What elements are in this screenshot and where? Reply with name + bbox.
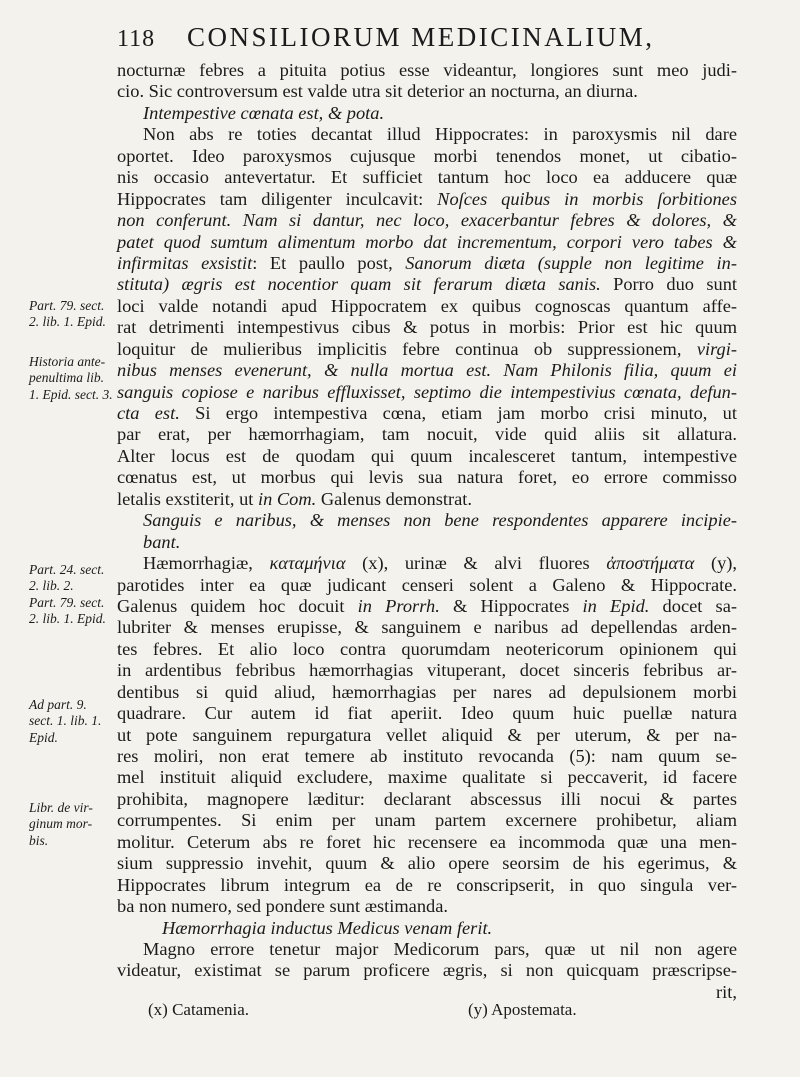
text-segment: & Hippocrates: [439, 595, 583, 616]
text-segment: stituta) ægris est nocentior quam sit ferarum diæta sanis.: [117, 274, 601, 295]
margin-note: [29, 697, 117, 747]
text-segment: Galenus demonstrat.: [316, 488, 472, 509]
text-segment: ba non numero, sed pondere sunt æstimanda.: [117, 896, 448, 917]
text-segment: Non abs re toties decantat illud Hippocrates: in paroxysmis nil dare: [143, 124, 737, 145]
text-segment: Intempestive cœnata est, & pota.: [143, 102, 385, 123]
margin-note-line: Epid.: [29, 729, 58, 745]
text-segment: prohibita, magnopere læditur: declarant abscessus illi nocui & partes: [117, 788, 737, 809]
text-segment: res moliri, non erat temere ab instituto revocanda (5): nam quum se-: [117, 746, 737, 766]
text-segment: Sanorum diæta (supple non legitime in-: [405, 252, 737, 273]
text-line: [117, 274, 737, 295]
text-line: [117, 875, 737, 896]
text-line: [117, 853, 737, 874]
text-line: [117, 403, 737, 424]
text-line: [117, 296, 737, 317]
margin-note-line: Libr. de vir-: [29, 799, 93, 815]
text-segment: Porro duo sunt: [600, 274, 738, 295]
text-segment: καταμήνια: [269, 553, 346, 574]
text-segment: loquitur de mulieribus implicitis febre continua ob suppressionem,: [117, 338, 697, 359]
text-segment: in ardentibus febribus hæmorrhagias vituperant, docet sinceris febribus ar-: [117, 660, 737, 681]
text-segment: molitur. Ceterum abs re foret hic recensere ea incommoda quæ una men-: [117, 831, 737, 852]
text-line: [117, 124, 737, 145]
text-segment: Magno errore tenetur major Medicorum pars, quæ ut nil non agere: [143, 938, 737, 959]
text-segment: Alter locus est de quodam qui quum incalesceret tantum, intempestive: [117, 445, 737, 466]
margin-note: [29, 800, 117, 850]
text-line: [117, 789, 737, 810]
text-line: [117, 832, 737, 853]
text-segment: ἀποστήματα: [606, 553, 695, 574]
margin-note: [29, 562, 117, 628]
main-text-column: [117, 60, 737, 1003]
margin-note-line: Part. 79. sect.: [29, 297, 105, 313]
text-line: [117, 317, 737, 338]
page-number: 118: [117, 26, 156, 52]
text-segment: (x), urinæ & alvi fluores: [345, 553, 607, 574]
margin-note-line: 1. Epid. sect. 3.: [29, 386, 113, 402]
text-line: [117, 103, 737, 124]
text-line: [117, 489, 737, 510]
text-segment: infirmitas exsistit: [117, 252, 253, 273]
text-line: [117, 146, 737, 167]
margin-note-line: Ad part. 9.: [29, 696, 87, 712]
text-segment: oportet. Ideo paroxysmos cujusque morbi tenendos monet, ut cibatio-: [117, 145, 737, 166]
margin-note-line: Part. 24. sect.: [29, 561, 105, 577]
text-line: [117, 660, 737, 681]
margin-note-line: penultima lib.: [29, 370, 104, 386]
text-segment: Noſces quibus in morbis ſorbitiones: [437, 188, 738, 209]
text-segment: mel instituit aliquid excludere, maxime qualitate si peccaverit, id facere: [117, 767, 737, 788]
text-line: [117, 725, 737, 746]
text-segment: Hippocrates librum integrum ea de re conscripserit, in quo singula ver-: [117, 874, 737, 895]
text-line: [117, 189, 737, 210]
margin-note-line: Historia ante-: [29, 353, 106, 369]
text-line: [117, 167, 737, 188]
text-line: [117, 553, 737, 574]
text-line: [117, 360, 737, 381]
text-line: [117, 960, 737, 981]
margin-note-line: sect. 1. lib. 1.: [29, 713, 102, 729]
text-line: [117, 60, 737, 81]
text-line: [117, 767, 737, 788]
text-segment: quadrare. Cur autem id fiat aperiit. Ideo quum huic puellæ natura: [117, 703, 737, 724]
text-segment: Sanguis e naribus, & menses non bene respondentes apparere incipie-: [143, 510, 737, 531]
text-line: [117, 939, 737, 960]
text-line: [117, 575, 737, 596]
text-segment: non conferunt. Nam si dantur, nec loco, exacerbantur febres & dolores, &: [117, 210, 737, 231]
text-segment: in Com.: [257, 488, 317, 509]
text-segment: patet quod sumtum alimentum morbo dat incrementum, corpori vero tabes &: [117, 231, 737, 252]
text-line: [117, 896, 737, 917]
text-segment: Hæmorrhagia inductus Medicus venam ferit.: [162, 917, 493, 938]
text-segment: videatur, existimat se parum proficere ægris, si non quicquam præscripse-: [117, 960, 737, 981]
text-line: [117, 210, 737, 231]
text-segment: nocturnæ febres a pituita potius esse videantur, longiores sunt meo judi-: [117, 60, 737, 80]
margin-note-line: Part. 79. sect.: [29, 594, 105, 610]
text-line: [117, 510, 737, 531]
text-segment: sium suppressio invehit, quum & alio opere seorsim de his egerimus, &: [117, 853, 737, 874]
text-segment: loci valde notandi apud Hippocratem ex quibus cognoscas quantum affe-: [117, 295, 737, 316]
margin-note-line: bis.: [29, 832, 49, 848]
text-line: [117, 639, 737, 660]
text-segment: : Et paullo post,: [252, 252, 406, 273]
text-line: [117, 682, 737, 703]
text-line: [117, 81, 737, 102]
text-segment: Galenus quidem hoc docuit: [117, 595, 358, 616]
text-segment: ut pote sanguinem repurgatura vellet aliquid & per uterum, & per na-: [117, 724, 737, 745]
text-segment: dentibus si quid aliud, hæmorrhagias per nares ad depulsionem morbi: [117, 681, 737, 702]
text-line: [117, 382, 737, 403]
text-line: [117, 232, 737, 253]
text-segment: docet sa-: [649, 595, 738, 616]
text-segment: nibus menses evenerunt, & nulla mortua est. Nam Philonis filia, quum ei: [117, 360, 737, 381]
text-line: [117, 596, 737, 617]
text-segment: rit,: [716, 981, 737, 1002]
text-segment: in Epid.: [582, 595, 650, 616]
text-line: [117, 703, 737, 724]
text-segment: cta est.: [117, 403, 180, 423]
text-line: [117, 253, 737, 274]
margin-note-line: 2. lib. 1. Epid.: [29, 314, 106, 330]
text-segment: in Prorrh.: [357, 595, 440, 616]
text-line: [117, 810, 737, 831]
text-segment: par erat, per hæmorrhagiam, tam nocuit, vide quid aliis sit allatura.: [117, 424, 737, 445]
text-segment: lubriter & menses erupisse, & sanguinem e naribus ad depellendas arden-: [117, 617, 737, 638]
text-segment: bant.: [143, 531, 181, 552]
text-line: [117, 746, 737, 767]
text-segment: cœnatus est, ut morbus qui levis sua natura foret, eo errore commisso: [117, 467, 737, 488]
margin-note-line: ginum mor-: [29, 816, 93, 832]
margin-note-line: 2. lib. 1. Epid.: [29, 611, 106, 627]
text-segment: sanguis copiose e naribus effluxisset, septimo die intempestivius cœnata, defun-: [117, 381, 737, 402]
text-segment: cio. Sic controversum est valde utra sit deterior an nocturna, an diurna.: [117, 81, 638, 102]
text-line: [117, 446, 737, 467]
margin-note: [29, 354, 117, 404]
text-segment: virgi-: [696, 338, 737, 359]
text-line: [117, 617, 737, 638]
text-line: [117, 532, 737, 553]
text-segment: rat detrimenti intempestivus cibus & potus in morbis: Prior est hic quum: [117, 317, 737, 338]
footnote-y: (y) Apostemata.: [468, 1000, 577, 1019]
text-line: [117, 467, 737, 488]
margin-note-line: 2. lib. 2.: [29, 578, 74, 594]
running-title: CONSILIORUM MEDICINALIUM,: [187, 22, 655, 52]
text-line: [117, 424, 737, 445]
text-segment: (y),: [694, 553, 737, 574]
text-line: [117, 339, 737, 360]
text-line: [117, 918, 737, 939]
text-segment: letalis exstiterit, ut: [117, 488, 258, 509]
text-segment: nis occasio antevertatur. Et sufficiet tantum hoc loco ea adducere quæ: [117, 167, 737, 188]
margin-note: [29, 298, 117, 331]
text-segment: tes febres. Et alio loco contra quorumdam neotericorum opinionem qui: [117, 638, 737, 659]
text-segment: corrumpentes. Si enim per unam partem excernere prohibetur, aliam: [117, 810, 737, 831]
footnote-x: (x) Catamenia.: [148, 1000, 250, 1019]
text-segment: parotides inter ea quæ judicant censeri solent a Galeno & Hippocrate.: [117, 574, 737, 595]
text-segment: Hippocrates tam diligenter inculcavit:: [117, 188, 438, 209]
text-segment: Hæmorrhagiæ,: [143, 553, 270, 574]
text-segment: Si ergo intempestiva cœna, etiam jam morbo crisi minuto, ut: [179, 403, 737, 423]
